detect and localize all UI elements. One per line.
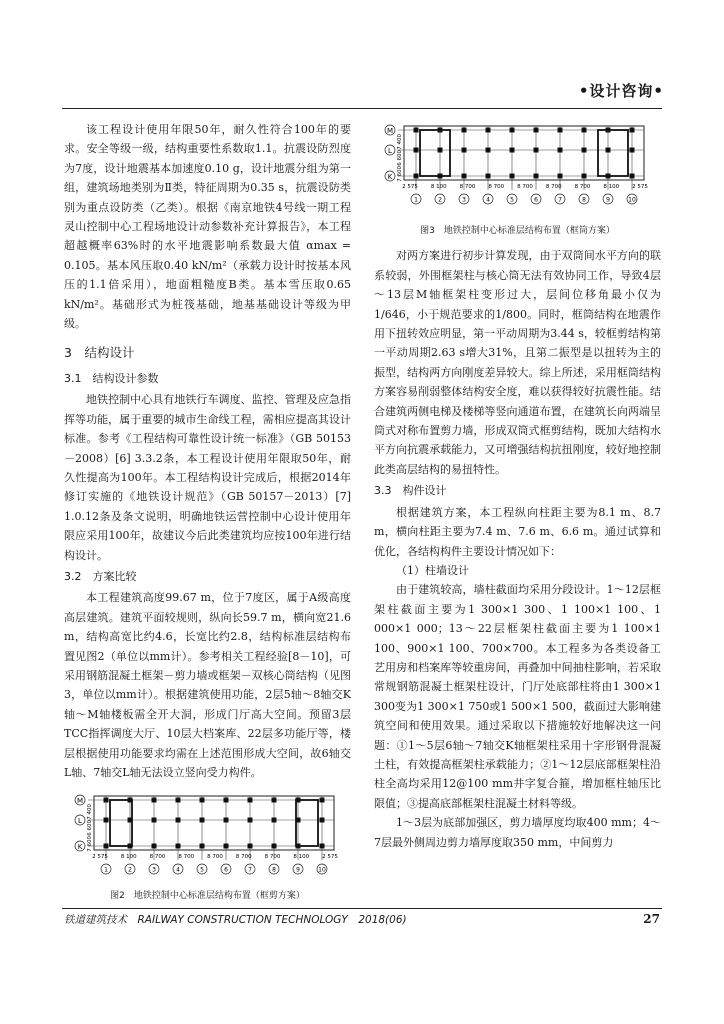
shear-wall-core (420, 130, 450, 176)
column-mark (104, 844, 109, 849)
column-axis-label: 1 (414, 196, 418, 204)
column-mark (606, 148, 611, 153)
header-rule (62, 108, 662, 109)
shear-wall-core (110, 800, 132, 846)
dimension-label: 7 600 (87, 836, 93, 853)
column-mark (152, 798, 157, 803)
paragraph: 地铁控制中心具有地铁行车调度、监控、管理及应急指挥等功能，属于重要的城市生命线工程，需相应提高其设计标准。参考《工程结构可靠性设计统一标准》（GB 50153－2008）[6] 3.3.2条，本工程设计使用年限取50年，耐久性提高为100年。本工程结构设计完成后，根据2014年修订实施的《地铁设计规范》（GB 50157－2013）[7] 1.0.12条及条文说明，明确地铁运营控制中心设计使用年限应采用100年，故建议今后此类建筑均应按100年进行结构设计。 (64, 393, 351, 562)
paragraph: （1）柱墙设计 (396, 563, 469, 577)
column-axis-label: 2 (438, 196, 442, 204)
left-column (64, 120, 351, 903)
column-mark (534, 148, 539, 153)
column-axis-label: 8 (272, 866, 276, 874)
column-axis-label: 3 (152, 866, 156, 874)
structural-plan-drawing (385, 125, 648, 204)
column-mark (224, 798, 229, 803)
column-axis-label: 4 (486, 196, 490, 204)
structural-plan-drawing (75, 795, 338, 874)
dimension-label: 8 700 (488, 184, 505, 190)
column-mark (248, 844, 253, 849)
column-mark (486, 148, 491, 153)
column-mark (558, 148, 563, 153)
column-mark (248, 798, 253, 803)
column-mark (176, 818, 181, 823)
dimension-label: 8 700 (178, 854, 195, 861)
column-axis-label: 10 (628, 196, 636, 204)
column-mark (414, 148, 419, 153)
section-tag: •设计咨询• (578, 82, 664, 100)
column-axis-label: 8 (582, 196, 586, 204)
column-mark (582, 128, 587, 133)
column-mark (200, 844, 205, 849)
column-mark (224, 818, 229, 823)
column-axis-label: 7 (558, 196, 562, 204)
column-mark (272, 818, 277, 823)
column-mark (558, 128, 563, 133)
column-mark (630, 128, 635, 133)
column-mark (224, 844, 229, 849)
column-axis-label: 9 (606, 196, 610, 204)
column-mark (510, 128, 515, 133)
subsection-heading: 3.1 结构设计参数 (64, 371, 159, 385)
column-mark (438, 148, 443, 153)
column-mark (176, 798, 181, 803)
subsection-heading: 3.2 方案比较 (64, 569, 137, 583)
dimension-label: 2 575 (632, 184, 648, 190)
dimension-label: 8 700 (264, 854, 281, 861)
shear-wall-core (598, 130, 628, 176)
figure-3-caption: 图3 地铁控制中心标准层结构布置（框筒方案） (420, 226, 615, 237)
column-mark (534, 128, 539, 133)
column-axis-label: 3 (462, 196, 466, 204)
column-mark (534, 174, 539, 179)
row-axis-label: L (388, 147, 392, 155)
shear-wall-core (296, 800, 318, 846)
row-axis-label: M (76, 797, 84, 806)
column-mark (152, 818, 157, 823)
dimension-label: 8 100 (430, 184, 447, 190)
figure-3-plan (374, 118, 661, 216)
page-number: 27 (643, 912, 660, 926)
paragraph: 由于建筑较高，墙柱截面均采用分段设计。1～12层框架柱截面主要为1 300×1 300、1 100×1 100、1 000×1 000；13～22层框架柱截面主要为1 100×1 100、900×1 100、700×700。本工程多为各类设备工艺用房和档案库等较重房间，再叠加中间抽柱影响，若采取常规钢筋混凝土框架柱设计，门厅处底部柱将由1 300×1 300变为1 300×1 750或1 500×1 500，截面过大影响建筑空间和使用效果。通过采取以下措施较好地解决这一问题：①1～5层6轴～7轴交K轴框架柱采用十字形钢骨混凝土柱，有效提高框架柱承载能力；②1～12层底部框架柱沿柱全高均采用12@100 mm井字复合箍，增加框柱轴压比限值；③提高底部框架柱混凝土材料等级。 (374, 583, 661, 810)
column-mark (486, 174, 491, 179)
paragraph: 1～3层为底部加强区，剪力墙厚度均取400 mm；4～7层最外侧周边剪力墙厚度取350 mm，中间剪力 (374, 816, 661, 849)
column-mark (414, 174, 419, 179)
column-mark (272, 798, 277, 803)
column-axis-label: 1 (104, 866, 108, 874)
dimension-label: 8 700 (574, 184, 591, 190)
row-axis-label: M (386, 127, 394, 135)
dimension-label: 2 575 (92, 854, 108, 861)
column-mark (510, 148, 515, 153)
journal-footer: 铁道建筑技术 RAILWAY CONSTRUCTION TECHNOLOGY 2018(06) (64, 914, 407, 926)
column-axis-label: 5 (200, 866, 204, 874)
column-mark (582, 174, 587, 179)
column-mark (272, 844, 277, 849)
dimension-label: 8 100 (603, 184, 620, 190)
column-mark (248, 818, 253, 823)
dimension-label: 8 700 (235, 854, 252, 861)
subsection-heading: 3.3 构件设计 (374, 484, 447, 498)
right-column (374, 120, 661, 852)
column-mark (582, 148, 587, 153)
dimension-label: 7 400 (87, 804, 93, 821)
column-mark (558, 174, 563, 179)
dimension-label: 8 100 (293, 854, 310, 861)
column-mark (152, 844, 157, 849)
row-axis-label: L (78, 817, 82, 826)
figure-2 (64, 788, 351, 902)
column-mark (200, 818, 205, 823)
dimension-label: 2 575 (402, 184, 418, 190)
column-mark (200, 798, 205, 803)
column-mark (462, 148, 467, 153)
dimension-label: 8 100 (120, 854, 137, 861)
row-axis-label: K (387, 173, 393, 181)
column-axis-label: 9 (296, 866, 300, 874)
dimension-label: 8 700 (517, 184, 533, 190)
figure-3 (374, 118, 661, 238)
column-mark (320, 844, 325, 849)
section-heading: 3 结构设计 (64, 345, 135, 361)
row-axis-label: K (77, 843, 83, 852)
dimension-label: 7 600 (397, 166, 403, 182)
figure-2-plan (64, 788, 351, 880)
column-mark (630, 174, 635, 179)
column-mark (104, 818, 109, 823)
column-mark (414, 128, 419, 133)
dimension-label: 6 600 (87, 820, 93, 837)
column-mark (630, 148, 635, 153)
column-mark (320, 798, 325, 803)
dimension-label: 8 700 (207, 854, 223, 861)
footer-rule (62, 908, 662, 909)
dimension-label: 8 700 (545, 184, 562, 190)
dimension-label: 6 600 (397, 150, 403, 166)
column-mark (462, 128, 467, 133)
column-axis-label: 10 (318, 866, 326, 874)
column-mark (320, 818, 325, 823)
paragraph: 对两方案进行初步计算发现，由于双筒间水平方向的联系较弱，外围框架柱与核心筒无法有效协同工作，导致4层～13层M轴框架柱变形过大，层间位移角最小仅为1/646，小于规范要求的1/800。同时，框筒结构在地震作用下扭转效应明显，第一平动周期为3.44 s，较框剪结构第一平动周期2.63 s增大31%，且第二振型是以扭转为主的振型，结构两方向刚度差异较大。综上所述，采用框筒结构方案容易削弱整体结构安全度，难以获得较好抗震性能。结合建筑两侧电梯及楼梯等竖向通道布置，在建筑长向两端呈筒式对称布置剪力墙，形成双筒式框剪结构，既加大结构水平方向抗震承载能力，又可增强结构抗扭刚度，较好地控制此类高层结构的易扭特性。 (374, 249, 661, 476)
column-axis-label: 6 (224, 866, 228, 874)
figure-2-caption: 图2 地铁控制中心标准层结构布置（框剪方案） (110, 890, 305, 901)
column-axis-label: 7 (248, 866, 252, 874)
column-mark (462, 174, 467, 179)
dimension-label: 7 400 (397, 134, 403, 150)
column-axis-label: 4 (176, 866, 180, 874)
column-mark (510, 174, 515, 179)
column-axis-label: 5 (510, 196, 514, 204)
paragraph: 本工程建筑高度99.67 m，位于7度区，属于A级高度高层建筑。建筑平面较规则，纵向长59.7 m，横向宽21.6 m，结构高宽比约4.6，长宽比约2.8，结构标准层结构布置见图2（单位以mm计）。参考相关工程经验[8－10]，可采用钢筋混凝土框架－剪力墙或框架－双核心筒结构（见图3，单位以mm计）。根据建筑使用功能，2层5轴～8轴交K轴～M轴楼板需全开大洞，形成门厅高大空间。预留3层TCC指挥调度大厅、10层大档案库、22层多功能厅等，楼层根据使用功能要求均需在上述范围形成大空间，故6轴交L轴、7轴交L轴无法设立竖向受力构件。 (64, 591, 351, 779)
column-mark (104, 798, 109, 803)
paragraph: 根据建筑方案，本工程纵向柱距主要为8.1 m、8.7 m，横向柱距主要为7.4 m、7.6 m、6.6 m。通过试算和优化，各结构构件主要设计情况如下： (374, 505, 661, 558)
column-mark (486, 128, 491, 133)
dimension-label: 2 575 (322, 854, 338, 861)
dimension-label: 8 700 (459, 184, 476, 190)
column-axis-label: 6 (534, 196, 538, 204)
column-axis-label: 2 (128, 866, 132, 874)
column-mark (176, 844, 181, 849)
paragraph: 该工程设计使用年限50年，耐久性符合100年的要求。安全等级一级，结构重要性系数取1.1。抗震设防烈度为7度，设计地震基本加速度0.10 g，设计地震分组为第一组，建筑场地类别为Ⅱ类，特征周期为0.35 s，抗震设防类别为重点设防类（乙类）。根据《南京地铁4号线一期工程灵山控制中心工程场地设计动参数补充计算报告》，本工程超越概率63%时的水平地震影响系数最大值 αmax = 0.105。基本风压取0.40 kN/m²（承载力设计时按基本风压的1.1倍采用），地面粗糙度B类。基本雪压取0.65 kN/m²。基础形式为桩筏基础，地基基础设计等级为甲级。 (64, 123, 351, 331)
dimension-label: 8 700 (149, 854, 166, 861)
